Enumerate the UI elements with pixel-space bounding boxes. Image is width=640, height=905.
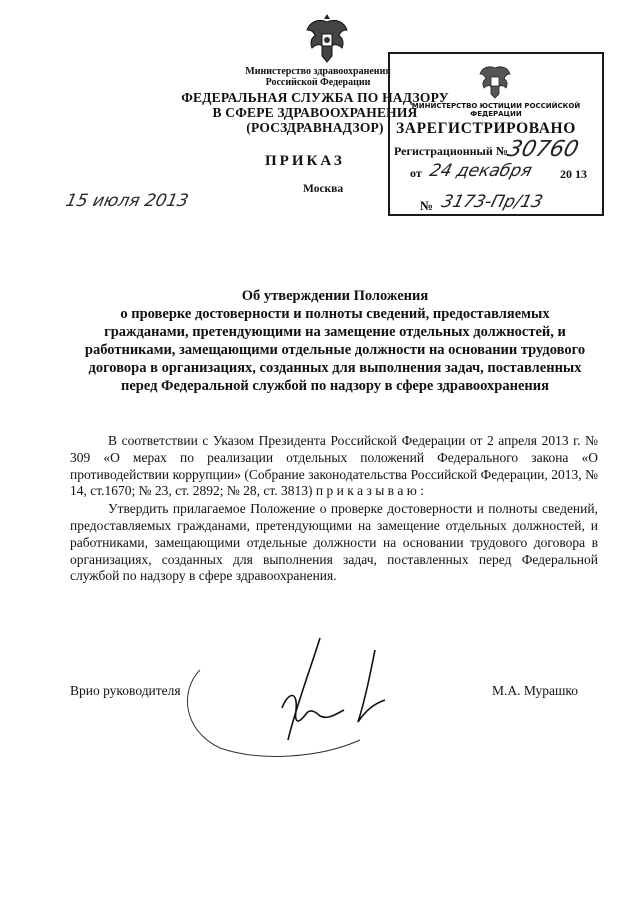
handwritten-signature (170, 630, 430, 760)
stamp-reg-number-label: Регистрационный № (394, 144, 508, 158)
ministry-line1: Министерство здравоохранения (245, 66, 391, 77)
signatory-name: М.А. Мурашко (492, 683, 579, 698)
ministry-name (228, 66, 408, 88)
ministry-line2: Российской Федерации (265, 77, 371, 88)
stamp-year: 20 13 (560, 167, 587, 181)
stamp-registered-label: ЗАРЕГИСТРИРОВАНО (396, 120, 576, 137)
order-number-mark: № (420, 198, 434, 213)
body-paragraph-preamble: В соответствии с Указом Президента Российской Федерации от 2 апреля 2013 г. № 309 «О мерах по реализации отдельных положений Федерального закона «О противодействии коррупции» (Собрание законодательства Российской Федерации, 2013, № 14, ст.1670; № 23, ст. 2892; № 28, ст. 3813) п р и к а з ы в а ю : (70, 433, 598, 499)
stamp-reg-number-value: 30760 (504, 137, 582, 162)
handwritten-date: 15 июля 2013 (63, 191, 191, 211)
agency-line3: (РОСЗДРАВНАДЗОР) (246, 120, 384, 135)
stamp-ministry: МИНИСТЕРСТВО ЮСТИЦИИ РОССИЙСКОЙ ФЕДЕРАЦИИ (411, 102, 581, 118)
stamp-from-label: от (410, 166, 422, 180)
agency-line2: В СФЕРЕ ЗДРАВООХРАНЕНИЯ (212, 105, 418, 120)
coat-of-arms-emblem (302, 10, 352, 64)
order-number-handwritten: 3173-Пр/13 (439, 192, 545, 212)
title-line6: перед Федеральной службой по надзору в сфере здравоохранения (121, 378, 549, 394)
document-title (72, 287, 598, 395)
title-line5: договора в организациях, созданных для выполнения задач, поставленных (88, 360, 582, 376)
title-line2: о проверке достоверности и полноты сведений, предоставляемых (120, 306, 550, 322)
title-line3: гражданами, претендующими на замещение отдельных должностей, и (104, 324, 566, 340)
title-line1: Об утверждении Положения (241, 288, 429, 304)
body-paragraph-decision: Утвердить прилагаемое Положение о проверке достоверности и полноты сведений, предоставляемых гражданами, претендующими на замещение отдельных должностей, и работниками, замещающими отдельные должности на основании трудового договора в организациях, созданных для выполнения задач, поставленных перед Федеральной службой по надзору в сфере здравоохранения. (70, 501, 598, 584)
agency-line1: ФЕДЕРАЛЬНАЯ СЛУЖБА ПО НАДЗОРУ (181, 90, 449, 105)
stamp-date-value: 24 декабря (427, 161, 534, 181)
title-line4: работниками, замещающими отдельные должности на основании трудового (84, 342, 586, 358)
document-body (70, 433, 598, 585)
document-city: Москва (303, 183, 344, 195)
document-type: ПРИКАЗ (265, 153, 345, 169)
stamp-emblem-icon (474, 60, 516, 100)
signatory-position: Врио руководителя (70, 683, 181, 698)
